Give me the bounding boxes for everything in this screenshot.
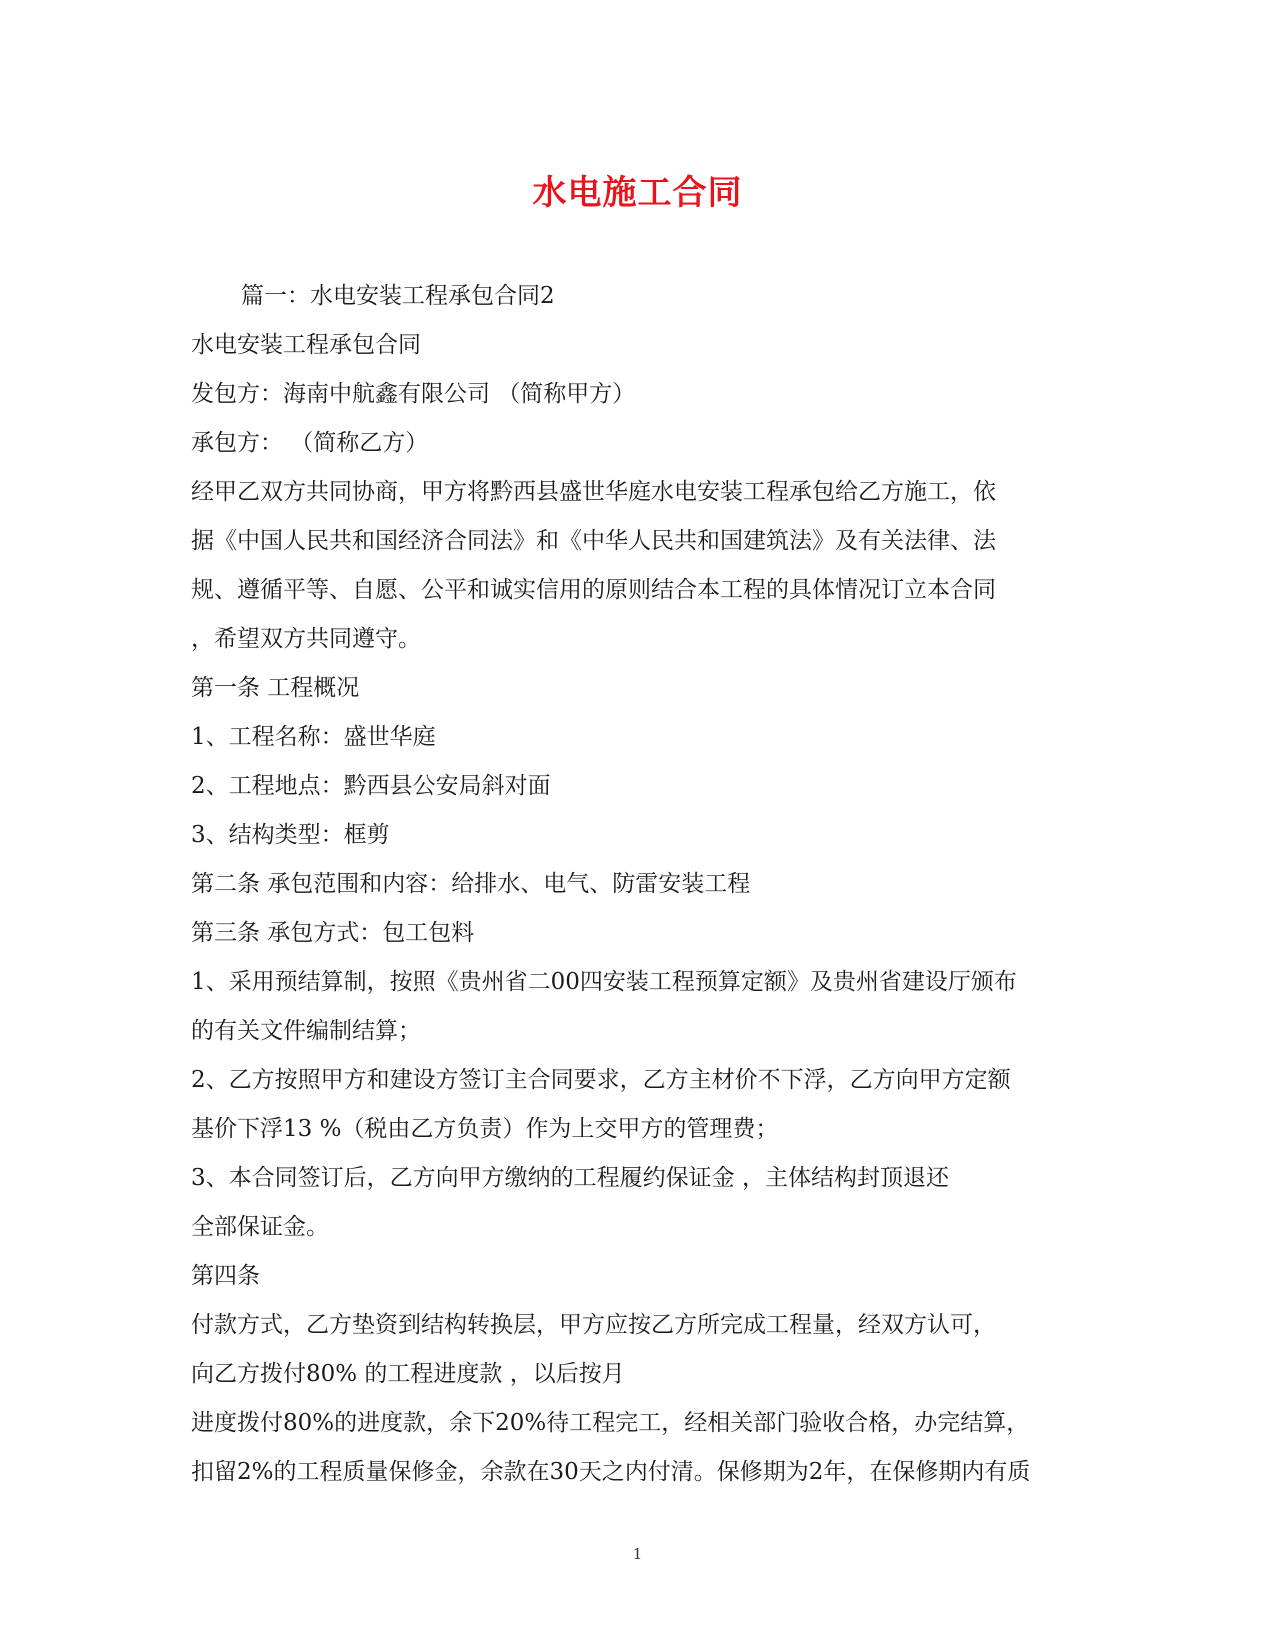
paragraph-line: 经甲乙双方共同协商，甲方将黔西县盛世华庭水电安装工程承包给乙方施工，依 xyxy=(191,479,996,505)
page-number: 1 xyxy=(632,1545,643,1563)
paragraph-line: 3、本合同签订后，乙方向甲方缴纳的工程履约保证金 ，主体结构封顶退还 xyxy=(191,1165,949,1191)
paragraph-line: 扣留2%的工程质量保修金，余款在30天之内付清。保修期为2年，在保修期内有质 xyxy=(191,1459,1031,1485)
paragraph-line: 篇一：水电安装工程承包合同2 xyxy=(241,283,555,309)
paragraph-line: 的有关文件编制结算； xyxy=(191,1018,421,1044)
paragraph-line: 1、工程名称：盛世华庭 xyxy=(191,724,436,750)
paragraph-line: 3、结构类型：框剪 xyxy=(191,822,390,848)
paragraph-line: 2、乙方按照甲方和建设方签订主合同要求，乙方主材价不下浮，乙方向甲方定额 xyxy=(191,1067,1011,1093)
paragraph-line: 2、工程地点：黔西县公安局斜对面 xyxy=(191,773,551,799)
paragraph-line: 第二条 承包范围和内容：给排水、电气、防雷安装工程 xyxy=(191,871,751,897)
paragraph-line: 第三条 承包方式：包工包料 xyxy=(191,920,475,946)
paragraph-line: 水电安装工程承包合同 xyxy=(191,332,421,358)
paragraph-line: 1、采用预结算制，按照《贵州省二00四安装工程预算定额》及贵州省建设厅颁布 xyxy=(191,969,1017,995)
document-body xyxy=(191,272,1091,1497)
paragraph-line: 向乙方拨付80% 的工程进度款 ，以后按月 xyxy=(191,1361,625,1387)
paragraph-line: 发包方：海南中航鑫有限公司 （简称甲方） xyxy=(191,381,636,407)
paragraph-line: 规、遵循平等、自愿、公平和诚实信用的原则结合本工程的具体情况订立本合同 xyxy=(191,577,996,603)
paragraph-line: 第一条 工程概况 xyxy=(191,675,360,701)
paragraph-line: 付款方式，乙方垫资到结构转换层，甲方应按乙方所完成工程量，经双方认可， xyxy=(191,1312,996,1338)
paragraph-line: 承包方： （简称乙方） xyxy=(191,430,429,456)
paragraph-line: 进度拨付80%的进度款，余下20%待工程完工，经相关部门验收合格，办完结算， xyxy=(191,1410,1030,1436)
paragraph-line: ，希望双方共同遵守。 xyxy=(191,626,421,652)
document-title: 水电施工合同 xyxy=(532,173,743,213)
paragraph-line: 据《中国人民共和国经济合同法》和《中华人民共和国建筑法》及有关法律、法 xyxy=(191,528,996,554)
paragraph-line: 第四条 xyxy=(191,1263,260,1289)
paragraph-line: 基价下浮13 %（税由乙方负责）作为上交甲方的管理费； xyxy=(191,1116,779,1142)
paragraph-line: 全部保证金。 xyxy=(191,1214,329,1240)
